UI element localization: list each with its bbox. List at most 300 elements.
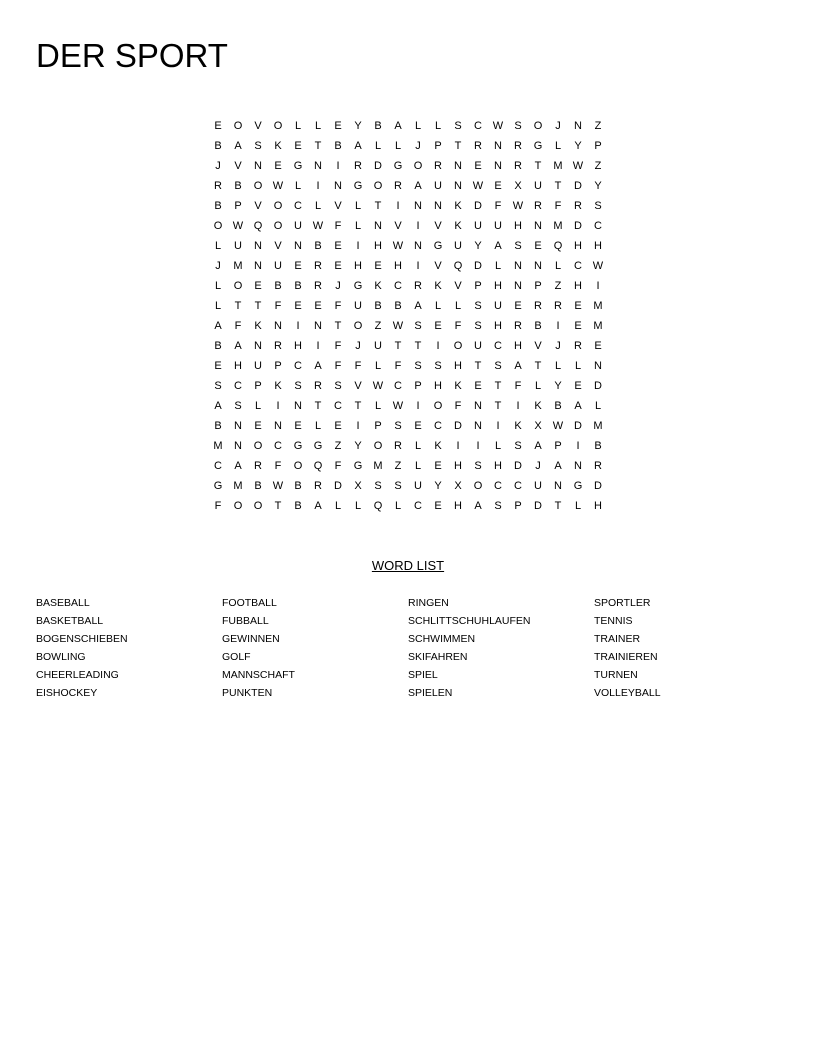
grid-letter: Q bbox=[253, 220, 263, 232]
grid-letter: E bbox=[294, 300, 302, 312]
grid-letter: M bbox=[213, 440, 223, 452]
grid-row bbox=[208, 316, 608, 336]
grid-row bbox=[208, 496, 608, 516]
grid-row bbox=[208, 396, 608, 416]
grid-letter: I bbox=[556, 320, 560, 332]
word-list-item: SPIEL bbox=[408, 669, 438, 681]
grid-letter: W bbox=[472, 180, 484, 192]
grid-letter: N bbox=[554, 480, 562, 492]
grid-letter: A bbox=[494, 240, 502, 252]
grid-letter: R bbox=[394, 180, 402, 192]
grid-letter: S bbox=[494, 500, 502, 512]
grid-letter: H bbox=[594, 500, 602, 512]
grid-letter: L bbox=[354, 500, 362, 512]
grid-letter: W bbox=[272, 480, 284, 492]
grid-letter: U bbox=[534, 480, 542, 492]
grid-letter: R bbox=[394, 440, 402, 452]
grid-letter: A bbox=[554, 460, 562, 472]
grid-letter: V bbox=[254, 120, 262, 132]
grid-letter: O bbox=[253, 180, 263, 192]
grid-letter: N bbox=[234, 420, 242, 432]
grid-letter: D bbox=[514, 460, 522, 472]
grid-letter: L bbox=[214, 300, 222, 312]
grid-letter: Z bbox=[594, 160, 602, 172]
grid-letter: O bbox=[253, 500, 263, 512]
grid-letter: N bbox=[594, 360, 602, 372]
grid-letter: F bbox=[334, 460, 342, 472]
grid-letter: C bbox=[474, 120, 482, 132]
grid-letter: Y bbox=[434, 480, 442, 492]
grid-letter: X bbox=[354, 480, 362, 492]
grid-letter: B bbox=[294, 480, 302, 492]
grid-letter: N bbox=[574, 120, 582, 132]
grid-letter: G bbox=[353, 180, 363, 192]
grid-letter: F bbox=[234, 320, 242, 332]
grid-letter: L bbox=[314, 420, 322, 432]
grid-letter: N bbox=[474, 420, 482, 432]
word-list-item: FOOTBALL bbox=[222, 597, 277, 609]
grid-letter: R bbox=[434, 160, 442, 172]
grid-letter: W bbox=[312, 220, 324, 232]
grid-letter: P bbox=[234, 200, 242, 212]
grid-letter: A bbox=[534, 440, 542, 452]
grid-letter: D bbox=[334, 480, 342, 492]
grid-letter: G bbox=[433, 240, 443, 252]
grid-letter: J bbox=[555, 120, 561, 132]
grid-letter: U bbox=[354, 300, 362, 312]
grid-letter: N bbox=[314, 320, 322, 332]
grid-letter: K bbox=[434, 280, 442, 292]
grid-letter: L bbox=[294, 180, 302, 192]
grid-letter: H bbox=[354, 260, 362, 272]
grid-letter: K bbox=[514, 420, 522, 432]
grid-letter: R bbox=[474, 140, 482, 152]
grid-letter: S bbox=[374, 480, 382, 492]
grid-letter: A bbox=[314, 360, 322, 372]
word-list-item: VOLLEYBALL bbox=[594, 687, 661, 699]
grid-row bbox=[208, 476, 608, 496]
grid-letter: T bbox=[534, 360, 542, 372]
grid-letter: B bbox=[294, 500, 302, 512]
grid-letter: S bbox=[474, 320, 482, 332]
grid-letter: A bbox=[414, 300, 422, 312]
grid-row bbox=[208, 376, 608, 396]
grid-letter: V bbox=[534, 340, 542, 352]
grid-letter: L bbox=[414, 120, 422, 132]
grid-letter: I bbox=[576, 440, 580, 452]
grid-letter: N bbox=[494, 160, 502, 172]
grid-row bbox=[208, 116, 608, 136]
grid-letter: H bbox=[574, 280, 582, 292]
grid-letter: M bbox=[553, 220, 563, 232]
grid-letter: O bbox=[433, 400, 443, 412]
grid-letter: R bbox=[314, 480, 322, 492]
grid-letter: L bbox=[554, 140, 562, 152]
grid-letter: F bbox=[514, 380, 522, 392]
grid-letter: G bbox=[293, 440, 303, 452]
word-list-item: GOLF bbox=[222, 651, 251, 663]
grid-letter: T bbox=[554, 500, 562, 512]
grid-letter: O bbox=[293, 460, 303, 472]
grid-letter: L bbox=[534, 380, 542, 392]
grid-letter: H bbox=[494, 280, 502, 292]
word-list-item: FUBBALL bbox=[222, 615, 269, 627]
grid-letter: N bbox=[414, 240, 422, 252]
grid-letter: E bbox=[274, 160, 282, 172]
grid-letter: T bbox=[454, 140, 462, 152]
grid-letter: Q bbox=[373, 500, 383, 512]
grid-letter: D bbox=[374, 160, 382, 172]
grid-letter: E bbox=[334, 420, 342, 432]
grid-letter: S bbox=[434, 360, 442, 372]
grid-letter: L bbox=[494, 260, 502, 272]
grid-letter: T bbox=[474, 360, 482, 372]
grid-letter: G bbox=[313, 440, 323, 452]
grid-letter: O bbox=[533, 120, 543, 132]
grid-letter: C bbox=[574, 260, 582, 272]
grid-letter: K bbox=[374, 280, 382, 292]
grid-letter: P bbox=[254, 380, 262, 392]
grid-letter: P bbox=[474, 280, 482, 292]
grid-letter: C bbox=[294, 200, 302, 212]
grid-letter: L bbox=[294, 120, 302, 132]
grid-letter: C bbox=[414, 500, 422, 512]
grid-letter: B bbox=[374, 120, 382, 132]
grid-letter: W bbox=[232, 220, 244, 232]
grid-letter: A bbox=[214, 320, 222, 332]
grid-letter: J bbox=[535, 460, 541, 472]
grid-letter: E bbox=[214, 360, 222, 372]
word-list-item: TENNIS bbox=[594, 615, 633, 627]
grid-letter: H bbox=[574, 240, 582, 252]
grid-letter: I bbox=[316, 180, 320, 192]
grid-letter: L bbox=[574, 500, 582, 512]
grid-letter: S bbox=[494, 360, 502, 372]
grid-letter: I bbox=[356, 240, 360, 252]
grid-letter: U bbox=[254, 360, 262, 372]
grid-letter: D bbox=[474, 200, 482, 212]
grid-letter: D bbox=[574, 220, 582, 232]
word-list-item: CHEERLEADING bbox=[36, 669, 119, 681]
page-title: DER SPORT bbox=[36, 37, 228, 74]
grid-letter: S bbox=[394, 480, 402, 492]
grid-letter: I bbox=[296, 320, 300, 332]
word-list-item: SKIFAHREN bbox=[408, 651, 468, 663]
grid-letter: U bbox=[374, 340, 382, 352]
grid-letter: Y bbox=[574, 140, 582, 152]
grid-row bbox=[208, 276, 608, 296]
grid-letter: T bbox=[494, 400, 502, 412]
grid-letter: E bbox=[574, 320, 582, 332]
grid-letter: N bbox=[474, 400, 482, 412]
grid-letter: O bbox=[253, 440, 263, 452]
grid-letter: H bbox=[374, 240, 382, 252]
grid-letter: U bbox=[234, 240, 242, 252]
grid-letter: G bbox=[393, 160, 403, 172]
grid-letter: L bbox=[394, 500, 402, 512]
grid-letter: J bbox=[355, 340, 361, 352]
grid-letter: P bbox=[434, 140, 442, 152]
grid-letter: L bbox=[554, 260, 562, 272]
grid-letter: O bbox=[233, 280, 243, 292]
grid-letter: L bbox=[374, 360, 382, 372]
grid-letter: L bbox=[214, 280, 222, 292]
grid-letter: E bbox=[294, 420, 302, 432]
grid-letter: C bbox=[494, 480, 502, 492]
grid-letter: N bbox=[494, 140, 502, 152]
grid-letter: L bbox=[414, 440, 422, 452]
grid-row bbox=[208, 236, 608, 256]
grid-letter: M bbox=[593, 300, 603, 312]
grid-letter: F bbox=[494, 200, 502, 212]
grid-letter: E bbox=[214, 120, 222, 132]
grid-letter: K bbox=[254, 320, 262, 332]
grid-letter: G bbox=[213, 480, 223, 492]
grid-letter: M bbox=[233, 480, 243, 492]
grid-letter: K bbox=[274, 140, 282, 152]
grid-letter: E bbox=[574, 380, 582, 392]
grid-letter: P bbox=[534, 280, 542, 292]
word-search-grid bbox=[208, 116, 608, 516]
grid-letter: B bbox=[374, 300, 382, 312]
grid-letter: U bbox=[494, 300, 502, 312]
grid-letter: F bbox=[394, 360, 402, 372]
grid-letter: P bbox=[414, 380, 422, 392]
grid-letter: T bbox=[534, 160, 542, 172]
grid-letter: O bbox=[373, 440, 383, 452]
grid-letter: V bbox=[274, 240, 282, 252]
grid-letter: I bbox=[336, 160, 340, 172]
grid-letter: I bbox=[596, 280, 600, 292]
grid-letter: Z bbox=[594, 120, 602, 132]
grid-letter: B bbox=[554, 400, 562, 412]
grid-letter: N bbox=[374, 220, 382, 232]
grid-letter: N bbox=[514, 260, 522, 272]
grid-letter: B bbox=[214, 420, 222, 432]
grid-letter: M bbox=[593, 320, 603, 332]
grid-letter: T bbox=[414, 340, 422, 352]
grid-letter: I bbox=[356, 420, 360, 432]
grid-letter: I bbox=[316, 340, 320, 352]
word-list-item: SPIELEN bbox=[408, 687, 453, 699]
grid-letter: R bbox=[594, 460, 602, 472]
grid-letter: I bbox=[396, 200, 400, 212]
grid-letter: L bbox=[374, 140, 382, 152]
grid-letter: S bbox=[594, 200, 602, 212]
grid-letter: I bbox=[416, 400, 420, 412]
grid-letter: C bbox=[434, 420, 442, 432]
grid-letter: H bbox=[434, 380, 442, 392]
grid-letter: F bbox=[334, 360, 342, 372]
word-list-item: GEWINNEN bbox=[222, 633, 280, 645]
grid-letter: S bbox=[474, 300, 482, 312]
grid-letter: R bbox=[414, 280, 422, 292]
grid-letter: F bbox=[334, 220, 342, 232]
grid-letter: A bbox=[354, 140, 362, 152]
grid-letter: B bbox=[214, 200, 222, 212]
grid-letter: A bbox=[394, 120, 402, 132]
grid-letter: N bbox=[294, 240, 302, 252]
grid-letter: R bbox=[534, 300, 542, 312]
grid-letter: R bbox=[554, 300, 562, 312]
grid-letter: K bbox=[534, 400, 542, 412]
word-list-item: BOGENSCHIEBEN bbox=[36, 633, 128, 645]
grid-letter: C bbox=[394, 280, 402, 292]
grid-letter: C bbox=[274, 440, 282, 452]
grid-row bbox=[208, 176, 608, 196]
grid-letter: W bbox=[552, 420, 564, 432]
grid-letter: H bbox=[494, 460, 502, 472]
grid-letter: S bbox=[514, 240, 522, 252]
grid-letter: S bbox=[454, 120, 462, 132]
grid-letter: N bbox=[534, 220, 542, 232]
grid-letter: G bbox=[353, 280, 363, 292]
grid-letter: L bbox=[554, 360, 562, 372]
grid-row bbox=[208, 256, 608, 276]
grid-letter: A bbox=[574, 400, 582, 412]
grid-letter: N bbox=[514, 280, 522, 292]
grid-letter: V bbox=[234, 160, 242, 172]
word-list-item: EISHOCKEY bbox=[36, 687, 98, 699]
grid-letter: K bbox=[454, 220, 462, 232]
grid-letter: A bbox=[234, 460, 242, 472]
grid-letter: A bbox=[234, 140, 242, 152]
grid-letter: T bbox=[314, 400, 322, 412]
grid-letter: K bbox=[274, 380, 282, 392]
grid-letter: D bbox=[474, 260, 482, 272]
grid-letter: L bbox=[334, 500, 342, 512]
grid-letter: L bbox=[214, 240, 222, 252]
grid-letter: N bbox=[254, 160, 262, 172]
grid-letter: U bbox=[534, 180, 542, 192]
grid-letter: I bbox=[436, 340, 440, 352]
grid-letter: I bbox=[416, 260, 420, 272]
grid-letter: N bbox=[254, 340, 262, 352]
grid-letter: P bbox=[594, 140, 602, 152]
grid-letter: W bbox=[372, 380, 384, 392]
grid-letter: L bbox=[494, 440, 502, 452]
grid-letter: J bbox=[335, 280, 341, 292]
grid-letter: F bbox=[354, 360, 362, 372]
grid-letter: O bbox=[413, 160, 423, 172]
grid-letter: H bbox=[234, 360, 242, 372]
grid-letter: K bbox=[454, 200, 462, 212]
grid-letter: R bbox=[534, 200, 542, 212]
grid-letter: O bbox=[273, 220, 283, 232]
grid-letter: I bbox=[416, 220, 420, 232]
grid-letter: E bbox=[314, 300, 322, 312]
grid-letter: M bbox=[553, 160, 563, 172]
word-list-item: RINGEN bbox=[408, 597, 449, 609]
grid-letter: R bbox=[574, 200, 582, 212]
grid-letter: F bbox=[274, 300, 282, 312]
grid-letter: F bbox=[334, 300, 342, 312]
grid-letter: V bbox=[334, 200, 342, 212]
grid-letter: C bbox=[334, 400, 342, 412]
grid-letter: T bbox=[554, 180, 562, 192]
grid-letter: E bbox=[334, 240, 342, 252]
grid-letter: W bbox=[392, 240, 404, 252]
grid-letter: C bbox=[234, 380, 242, 392]
grid-letter: R bbox=[514, 140, 522, 152]
grid-letter: N bbox=[414, 200, 422, 212]
grid-letter: U bbox=[474, 340, 482, 352]
grid-letter: H bbox=[454, 360, 462, 372]
grid-letter: H bbox=[454, 460, 462, 472]
grid-letter: T bbox=[394, 340, 402, 352]
word-list-item: SCHWIMMEN bbox=[408, 633, 476, 645]
grid-letter: R bbox=[514, 160, 522, 172]
grid-letter: V bbox=[434, 260, 442, 272]
grid-letter: P bbox=[374, 420, 382, 432]
grid-letter: O bbox=[453, 340, 463, 352]
grid-letter: G bbox=[573, 480, 583, 492]
grid-letter: E bbox=[474, 380, 482, 392]
grid-letter: R bbox=[314, 260, 322, 272]
grid-letter: A bbox=[214, 400, 222, 412]
grid-letter: H bbox=[514, 220, 522, 232]
grid-letter: B bbox=[594, 440, 602, 452]
grid-letter: U bbox=[434, 180, 442, 192]
grid-letter: U bbox=[414, 480, 422, 492]
grid-letter: V bbox=[434, 220, 442, 232]
grid-letter: B bbox=[534, 320, 542, 332]
grid-letter: U bbox=[454, 240, 462, 252]
grid-letter: X bbox=[454, 480, 462, 492]
grid-letter: T bbox=[314, 140, 322, 152]
grid-letter: L bbox=[434, 300, 442, 312]
grid-letter: Q bbox=[553, 240, 563, 252]
word-list-item: TRAINIEREN bbox=[594, 651, 658, 663]
grid-letter: S bbox=[394, 420, 402, 432]
grid-letter: V bbox=[394, 220, 402, 232]
grid-letter: N bbox=[454, 160, 462, 172]
grid-letter: D bbox=[574, 420, 582, 432]
grid-letter: O bbox=[273, 200, 283, 212]
grid-letter: N bbox=[334, 180, 342, 192]
grid-letter: D bbox=[574, 180, 582, 192]
grid-letter: Z bbox=[334, 440, 342, 452]
word-list-item: MANNSCHAFT bbox=[222, 669, 295, 681]
grid-row bbox=[208, 296, 608, 316]
grid-row bbox=[208, 456, 608, 476]
grid-letter: O bbox=[473, 480, 483, 492]
word-list-item: PUNKTEN bbox=[222, 687, 273, 699]
grid-letter: N bbox=[274, 420, 282, 432]
grid-letter: Z bbox=[554, 280, 562, 292]
grid-row bbox=[208, 436, 608, 456]
grid-letter: E bbox=[494, 180, 502, 192]
grid-letter: P bbox=[274, 360, 282, 372]
grid-letter: W bbox=[492, 120, 504, 132]
grid-letter: U bbox=[494, 220, 502, 232]
grid-letter: U bbox=[294, 220, 302, 232]
grid-letter: U bbox=[274, 260, 282, 272]
grid-letter: R bbox=[574, 340, 582, 352]
grid-letter: C bbox=[214, 460, 222, 472]
grid-letter: L bbox=[434, 120, 442, 132]
grid-letter: W bbox=[392, 400, 404, 412]
grid-letter: B bbox=[334, 140, 342, 152]
grid-letter: D bbox=[534, 500, 542, 512]
grid-letter: F bbox=[454, 320, 462, 332]
grid-letter: P bbox=[514, 500, 522, 512]
grid-letter: G bbox=[533, 140, 543, 152]
grid-letter: V bbox=[254, 200, 262, 212]
grid-letter: E bbox=[574, 300, 582, 312]
grid-letter: W bbox=[392, 320, 404, 332]
grid-letter: N bbox=[454, 180, 462, 192]
